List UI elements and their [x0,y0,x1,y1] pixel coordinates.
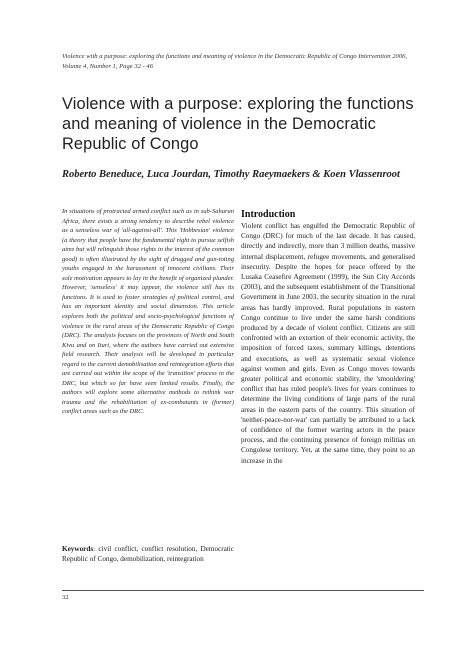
introduction-body: Violent conflict has engulfed the Democratic Republic of Congo (DRC) for much of the last decade. It has caused, directly and indirectly, more than 3 million deaths, massive internal displacement, refugee movements, and generalised insecurity. Despite the hopes for peace offered by the Lusaka Ceasefire Agreement (1999), the Sun City Accords (2003), and the subsequent establishment of the Transitional Government in June 2003, the security situation in the rural areas has hardly improved. Rural populations in eastern Congo continue to live under the same harsh conditions produced by a decade of violent conflict. Citizens are still confronted with an extortion of their economic activity, the imposition of forced taxes, summary killings, detentions and executions, as well as systematic sexual violence against women and girls. Even as Congo moves towards greater political and economic stability, the 'smouldering' conflict that has ruled people's lives for years continues to determine the living conditions of large parts of the rural areas in the eastern parts of the country. This situation of 'neither-peace-nor-war' can partially be attributed to a lack of confidence of the former warring actors in the peace process, and the continuing presence of foreign militias on Congolese territory. Yet, at the same time, they point to an increase in the [241,222,415,465]
running-head: Violence with a purpose: exploring the functions and meaning of violence in the Democratic Republic of Congo Intervention 2006, Volume 4, Number 1, Page 32 - 46 [62,53,408,70]
article-authors: Roberto Beneduce, Luca Jourdan, Timothy Raeymaekers & Koen Vlassenroot [62,169,400,180]
introduction-heading: Introduction [241,209,296,220]
footer-rule [62,590,424,591]
page-number: 32 [62,594,69,601]
abstract: In situations of protracted armed conflict such as in sub-Saharan Africa, there exists a strong tendency to describe rebel violence as a senseless war of 'all-against-all'. This 'Hobbesian' violence (a theory that people have the fundamental right to pursue selfish aims but will relinquish those rights in the interest of the common good) is often illustrated by the sight of drugged and gun-toting youths engaged in the harassment of innocent civilians. Their sole motivation appears to lay in the benefit of organized plunder. However, 'senseless' it may appear, the violence still has its functions. It is used to foster strategies of political control, and has an important identity and social dimension. This article explores both the political and socio-psychological functions of violence in the rural areas of the Democratic Republic of Congo (DRC). The analysis focuses on the provinces of North and South Kivu and on Ituri, where the authors have carried out extensive field research. Their analysis will be developed in particular regard to the current demobilisation and reintegration efforts that are carried out within the scope of the 'transition' process in the DRC, but which so far have seen limited results. Finally, the authors will explore some alternative methods to rethink war trauma and the rehabilitation of ex-combatants in (former) conflict areas such as the DRC. [62,208,234,416]
keywords [62,544,234,564]
article-title: Violence with a purpose: exploring the functions and meaning of violence in the Democratic Republic of Congo [62,95,414,154]
keywords-label: Keywords [62,545,94,553]
keywords-text: : civil conflict, conflict resolution, Democratic Republic of Congo, demobilization, reintegration [62,545,234,563]
